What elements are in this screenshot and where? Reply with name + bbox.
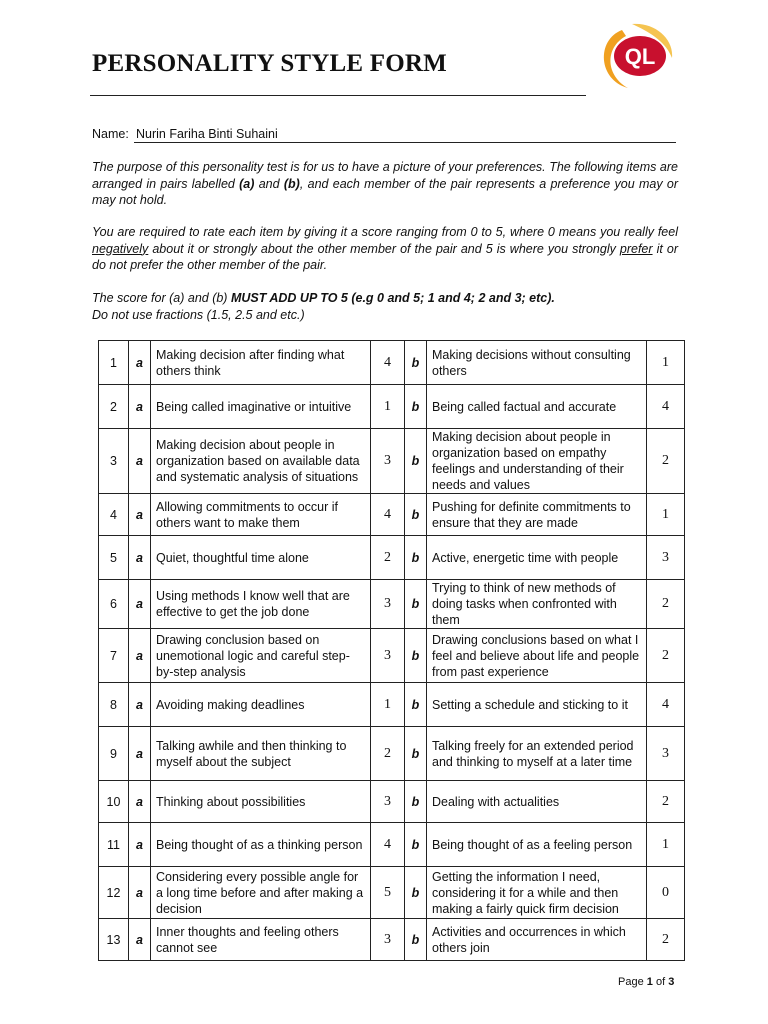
option-a-text: Quiet, thoughtful time alone	[151, 536, 371, 580]
name-label: Name:	[92, 127, 129, 141]
option-b-text: Pushing for definite commitments to ensure that they are made	[427, 494, 647, 536]
option-b-score[interactable]: 3	[647, 727, 685, 781]
table-row	[99, 823, 685, 867]
option-b-score[interactable]: 2	[647, 580, 685, 629]
instruction-text: it or do not prefer the other member of the pair.	[92, 241, 678, 272]
ql-logo	[592, 18, 678, 92]
must-add-up-note: MUST ADD UP TO 5 (e.g 0 and 5; 1 and 4; 2 and 3; etc).	[230, 291, 555, 305]
option-b-score[interactable]: 1	[647, 341, 685, 385]
option-a-text: Being thought of as a thinking person	[151, 823, 371, 867]
option-a-text: Using methods I know well that are effective to get the job done	[151, 580, 371, 629]
table-row	[99, 536, 685, 580]
option-a-score[interactable]: 4	[371, 341, 405, 385]
option-a-label: a	[129, 683, 151, 727]
option-a-text: Avoiding making deadlines	[151, 683, 371, 727]
option-a-score[interactable]: 2	[371, 727, 405, 781]
option-a-label: a	[129, 867, 151, 919]
option-a-label: a	[129, 580, 151, 629]
item-number: 6	[99, 580, 129, 629]
option-b-label: b	[405, 629, 427, 683]
option-b-text: Dealing with actualities	[427, 781, 647, 823]
page-indicator	[618, 976, 674, 988]
option-a-score[interactable]: 2	[371, 536, 405, 580]
item-number: 12	[99, 867, 129, 919]
instruction-paragraph-3	[92, 290, 678, 307]
page-current: 1	[646, 976, 653, 988]
option-b-label: b	[405, 823, 427, 867]
option-a-label: a	[129, 919, 151, 961]
option-a-text: Making decision after finding what others think	[151, 341, 371, 385]
option-b-score[interactable]: 4	[647, 683, 685, 727]
item-number: 9	[99, 727, 129, 781]
option-b-score[interactable]: 2	[647, 429, 685, 494]
option-b-text: Getting the information I need, considering it for a while and then making a fairly quick firm decision	[427, 867, 647, 919]
instruction-paragraph-2	[92, 224, 678, 274]
option-a-score[interactable]: 1	[371, 385, 405, 429]
option-a-label: a	[129, 536, 151, 580]
option-b-label: b	[405, 727, 427, 781]
of-word: of	[655, 976, 666, 988]
option-a-score[interactable]: 3	[371, 781, 405, 823]
table-row	[99, 919, 685, 961]
option-a-text: Making decision about people in organization based on available data and systematic analysis of situations	[151, 429, 371, 494]
title-underline	[90, 95, 586, 96]
option-a-text: Considering every possible angle for a long time before and after making a decision	[151, 867, 371, 919]
item-number: 1	[99, 341, 129, 385]
option-b-score[interactable]: 2	[647, 919, 685, 961]
option-b-text: Drawing conclusions based on what I feel and believe about life and people from past experience	[427, 629, 647, 683]
page-title: PERSONALITY STYLE FORM	[92, 50, 447, 77]
option-b-label: b	[405, 683, 427, 727]
item-number: 13	[99, 919, 129, 961]
option-a-label: a	[129, 494, 151, 536]
option-b-label: b	[405, 494, 427, 536]
option-a-score[interactable]: 3	[371, 919, 405, 961]
option-a-text: Allowing commitments to occur if others want to make them	[151, 494, 371, 536]
option-a-text: Being called imaginative or intuitive	[151, 385, 371, 429]
item-number: 5	[99, 536, 129, 580]
underlined-prefer: prefer	[619, 241, 653, 256]
label-b-ref: (b)	[283, 176, 300, 191]
underlined-negatively: negatively	[92, 241, 149, 256]
instruction-paragraph-4: Do not use fractions (1.5, 2.5 and etc.)	[92, 308, 305, 322]
instruction-text: The purpose of this personality test is for us to have a picture of your preferences. The following items are arranged in pairs labelled	[92, 160, 678, 191]
option-a-score[interactable]: 3	[371, 629, 405, 683]
item-number: 8	[99, 683, 129, 727]
option-a-label: a	[129, 629, 151, 683]
option-a-score[interactable]: 3	[371, 429, 405, 494]
instruction-text: The score for (a) and (b)	[92, 291, 231, 305]
option-a-text: Talking awhile and then thinking to myself about the subject	[151, 727, 371, 781]
option-b-text: Making decision about people in organization based on empathy feelings and understanding of their needs and values	[427, 429, 647, 494]
option-a-score[interactable]: 4	[371, 494, 405, 536]
option-b-label: b	[405, 781, 427, 823]
instruction-paragraph-1	[92, 159, 678, 209]
option-b-label: b	[405, 919, 427, 961]
option-b-score[interactable]: 2	[647, 781, 685, 823]
option-b-score[interactable]: 1	[647, 494, 685, 536]
instruction-text: You are required to rate each item by giving it a score ranging from 0 to 5, where 0 means you really feel	[92, 225, 678, 239]
option-b-score[interactable]: 3	[647, 536, 685, 580]
table-row	[99, 727, 685, 781]
table-row	[99, 781, 685, 823]
page-word: Page	[618, 976, 644, 988]
option-b-text: Trying to think of new methods of doing tasks when confronted with them	[427, 580, 647, 629]
option-a-text: Drawing conclusion based on unemotional logic and careful step-by-step analysis	[151, 629, 371, 683]
table-row	[99, 494, 685, 536]
table-row	[99, 867, 685, 919]
option-b-label: b	[405, 536, 427, 580]
option-b-score[interactable]: 4	[647, 385, 685, 429]
option-b-score[interactable]: 2	[647, 629, 685, 683]
option-b-score[interactable]: 1	[647, 823, 685, 867]
option-a-score[interactable]: 4	[371, 823, 405, 867]
option-b-text: Setting a schedule and sticking to it	[427, 683, 647, 727]
name-field[interactable]: Nurin Fariha Binti Suhaini	[134, 127, 676, 143]
option-a-label: a	[129, 385, 151, 429]
option-a-label: a	[129, 727, 151, 781]
option-b-score[interactable]: 0	[647, 867, 685, 919]
option-b-label: b	[405, 580, 427, 629]
option-a-label: a	[129, 823, 151, 867]
table-row	[99, 385, 685, 429]
item-number: 10	[99, 781, 129, 823]
option-b-text: Being called factual and accurate	[427, 385, 647, 429]
option-b-text: Being thought of as a feeling person	[427, 823, 647, 867]
item-number: 3	[99, 429, 129, 494]
item-number: 2	[99, 385, 129, 429]
preference-table-body	[99, 341, 685, 961]
item-number: 11	[99, 823, 129, 867]
option-a-label: a	[129, 341, 151, 385]
option-a-score[interactable]: 1	[371, 683, 405, 727]
option-b-text: Activities and occurrences in which others join	[427, 919, 647, 961]
table-row	[99, 341, 685, 385]
instruction-text: , and each member of the pair represents a preference you may or may not hold.	[92, 176, 678, 207]
option-b-text: Active, energetic time with people	[427, 536, 647, 580]
item-number: 4	[99, 494, 129, 536]
option-a-score[interactable]: 3	[371, 580, 405, 629]
option-a-label: a	[129, 781, 151, 823]
instruction-text: about it or strongly about the other member of the pair and 5 is where you strongly	[148, 241, 620, 256]
page-total: 3	[668, 976, 675, 988]
preference-table	[98, 340, 685, 961]
option-a-score[interactable]: 5	[371, 867, 405, 919]
table-row	[99, 580, 685, 629]
option-b-label: b	[405, 867, 427, 919]
option-b-label: b	[405, 385, 427, 429]
option-a-text: Inner thoughts and feeling others cannot see	[151, 919, 371, 961]
option-b-text: Making decisions without consulting others	[427, 341, 647, 385]
label-a-ref: (a)	[239, 176, 255, 191]
name-row	[92, 127, 674, 145]
table-row	[99, 429, 685, 494]
table-row	[99, 629, 685, 683]
item-number: 7	[99, 629, 129, 683]
option-a-text: Thinking about possibilities	[151, 781, 371, 823]
option-b-label: b	[405, 341, 427, 385]
option-b-text: Talking freely for an extended period and thinking to myself at a later time	[427, 727, 647, 781]
instruction-text: and	[254, 176, 284, 191]
logo-text: QL	[624, 44, 656, 69]
option-a-label: a	[129, 429, 151, 494]
table-row	[99, 683, 685, 727]
option-b-label: b	[405, 429, 427, 494]
